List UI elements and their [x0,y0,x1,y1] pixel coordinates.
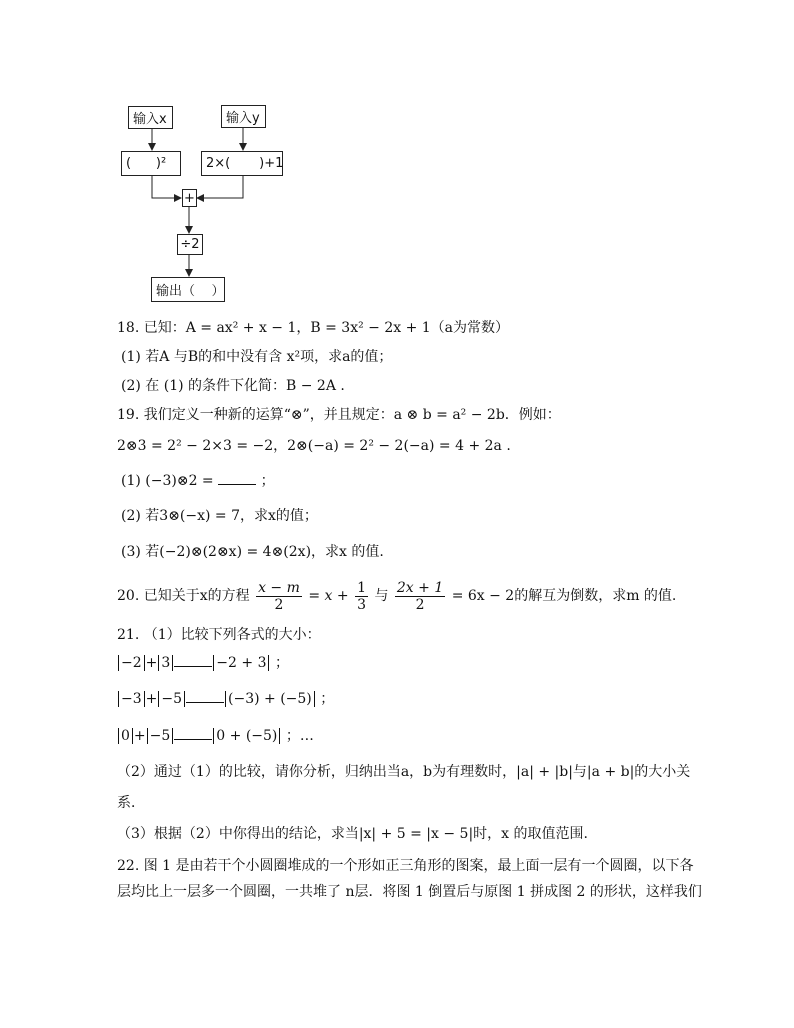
q20-prefix: 20. 已知关于x的方程 [117,588,250,604]
fraction-2-numerator: 1 [357,579,366,596]
fraction-1-denominator: 2 [274,596,284,613]
input-y-box: 输入y [221,105,266,128]
abs-expr: 0 [118,728,133,744]
abs-expr: 0 + (−5) [213,728,280,744]
q18-part2: (2) 在 (1) 的条件下化简：B − 2A . [121,378,345,394]
plus-sign: + [145,691,158,707]
fraction-3-denominator: 2 [415,596,425,613]
q21-part2-text: （2）通过（1）的比较，请你分析，归纳出当a，b为有理数时， [117,764,517,780]
plus-sign: + [133,728,146,744]
q20-mid1: = x + [308,588,349,604]
fraction-3 [395,580,445,613]
abs-expr: (−3) + (−5) [225,691,315,707]
q21-row2 [117,688,334,709]
answer-blank[interactable] [174,725,212,740]
q18-part1: (1) 若A 与B的和中没有含 x²项，求a的值； [121,349,393,365]
q21-part2-expr: |a| + |b|与|a + b|的大小关 [516,764,691,780]
q19-part3: (3) 若(−2)⊗(2⊗x) = 4⊗(2x)，求x 的值. [121,544,384,560]
flowchart-connectors [0,0,794,320]
q21-stem: 21. （1）比较下列各式的大小： [117,627,321,643]
row-end: ； [320,691,335,707]
fraction-3-numerator: 2x + 1 [396,579,444,596]
abs-expr: −3 [118,691,145,707]
q18-stem: 18. 已知：A = ax² + x − 1，B = 3x² − 2x + 1（a为常数） [117,320,510,336]
answer-blank[interactable] [218,470,256,485]
abs-expr: −2 [118,655,145,671]
square-box: ( )² [121,151,181,176]
q21-row3 [117,725,314,746]
answer-blank[interactable] [174,652,212,667]
row-end: ； [274,655,289,671]
fraction-1 [256,580,302,613]
q19-part1-text: (1) (−3)⊗2 = [121,473,214,489]
fraction-2-denominator: 3 [357,596,366,613]
plus-sign: + [145,655,158,671]
q20-mid2: 与 [374,588,389,604]
abs-expr: −5 [147,728,174,744]
q21-part3: （3）根据（2）中你得出的结论，求当|x| + 5 = |x − 5|时，x 的取值范围. [117,826,588,842]
output-box: 输出（ ） [151,277,225,302]
abs-expr: −2 + 3 [213,655,269,671]
answer-blank[interactable] [186,688,224,703]
q19-stem: 19. 我们定义一种新的运算“⊗”，并且规定：a ⊗ b = a² − 2b．例如： [117,407,561,423]
abs-expr: −5 [158,691,185,707]
fraction-2 [355,580,368,613]
q21-part2 [117,762,690,782]
divide-box: ÷2 [177,234,203,255]
fraction-1-numerator: x − m [258,579,300,596]
q22-line1: 22. 图 1 是由若干个小圆圈堆成的一个形如正三角形的图案，最上面一层有一个圆圈，以下各 [117,858,694,874]
q19-part1 [121,470,275,491]
q19-example: 2⊗3 = 2² − 2×3 = −2，2⊗(−a) = 2² − 2(−a) = 4 + 2a . [117,438,511,454]
q20-suffix: = 6x − 2的解互为倒数，求m 的值. [451,588,677,604]
linear-box: 2×( )+1 [201,151,283,176]
row-end: ；… [285,728,314,744]
q20 [117,576,676,616]
abs-expr: 3 [158,655,173,671]
q21-part2-cont: 系． [117,795,145,811]
plus-box: + [182,189,197,207]
q21-row1 [117,652,289,673]
q22-line2: 层均比上一层多一个圆圈，一共堆了 n层．将图 1 倒置后与原图 1 拼成图 2 的形状，这样我们 [117,884,702,900]
q19-part2: (2) 若3⊗(−x) = 7，求x的值； [121,508,318,524]
q19-part1-end: ； [260,473,275,489]
input-x-box: 输入x [128,106,173,129]
